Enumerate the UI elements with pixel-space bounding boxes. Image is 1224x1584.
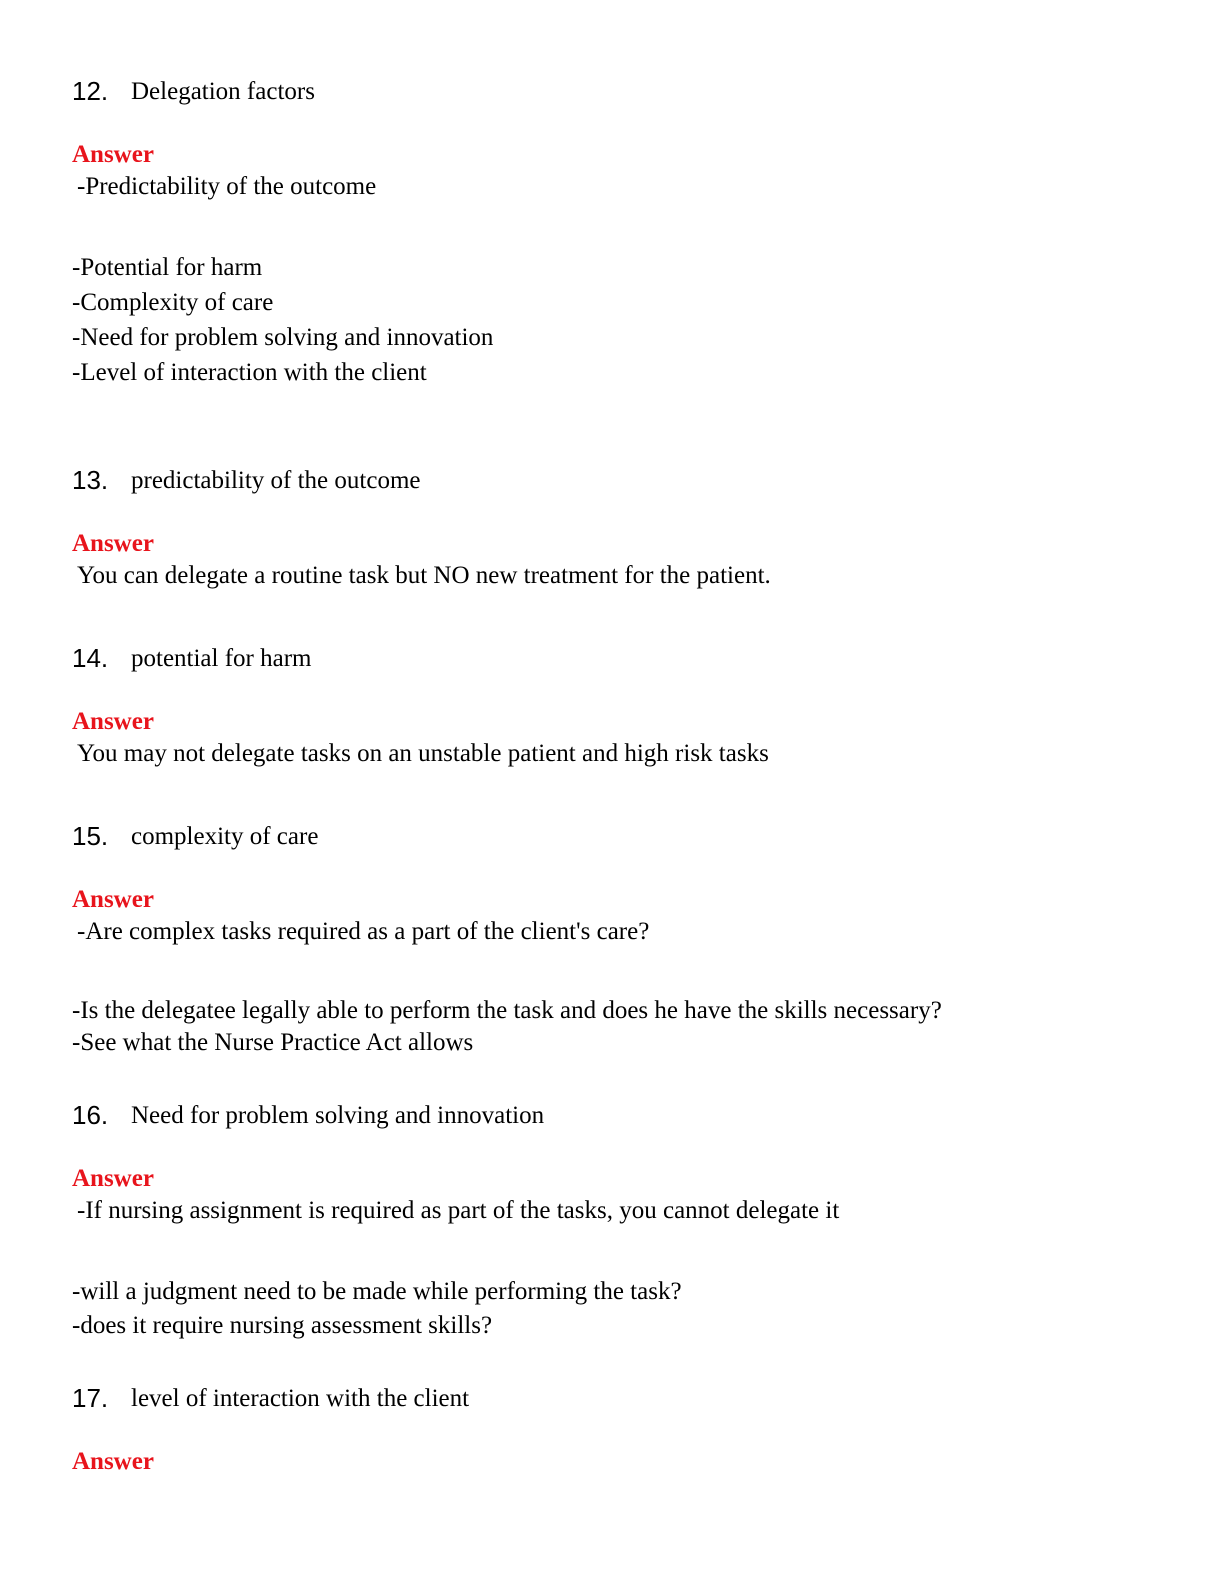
answer-line: -Complexity of care	[72, 289, 274, 316]
answer-label: Answer	[72, 708, 154, 735]
answer-line: -See what the Nurse Practice Act allows	[72, 1029, 474, 1056]
question-text: Delegation factors	[131, 78, 315, 105]
answer-label: Answer	[72, 1165, 154, 1192]
answer-line: -will a judgment need to be made while performing the task?	[72, 1278, 682, 1305]
answer-line: -does it require nursing assessment skills?	[72, 1312, 493, 1339]
question-text: predictability of the outcome	[131, 467, 421, 494]
answer-line: -Is the delegatee legally able to perform the task and does he have the skills necessary?	[72, 997, 942, 1024]
question-text: Need for problem solving and innovation	[131, 1102, 545, 1129]
question-number: 12.	[72, 76, 109, 106]
question-text: potential for harm	[131, 645, 312, 672]
answer-label: Answer	[72, 141, 154, 168]
question-number: 17.	[72, 1383, 109, 1413]
answer-line: -Level of interaction with the client	[72, 359, 427, 386]
answer-label: Answer	[72, 530, 154, 557]
answer-line: -Are complex tasks required as a part of the client's care?	[77, 918, 650, 945]
question-number: 16.	[72, 1100, 109, 1130]
question-text: complexity of care	[131, 823, 319, 850]
answer-line: You may not delegate tasks on an unstable patient and high risk tasks	[77, 740, 769, 767]
answer-label: Answer	[72, 886, 154, 913]
answer-line: -Potential for harm	[72, 254, 263, 281]
question-number: 14.	[72, 643, 109, 673]
answer-line: -Need for problem solving and innovation	[72, 324, 494, 351]
answer-line: -Predictability of the outcome	[77, 173, 377, 200]
answer-label: Answer	[72, 1448, 154, 1475]
answer-line: You can delegate a routine task but NO new treatment for the patient.	[77, 562, 771, 589]
answer-line: -If nursing assignment is required as part of the tasks, you cannot delegate it	[77, 1197, 840, 1224]
question-text: level of interaction with the client	[131, 1385, 470, 1412]
question-number: 15.	[72, 821, 109, 851]
question-number: 13.	[72, 465, 109, 495]
